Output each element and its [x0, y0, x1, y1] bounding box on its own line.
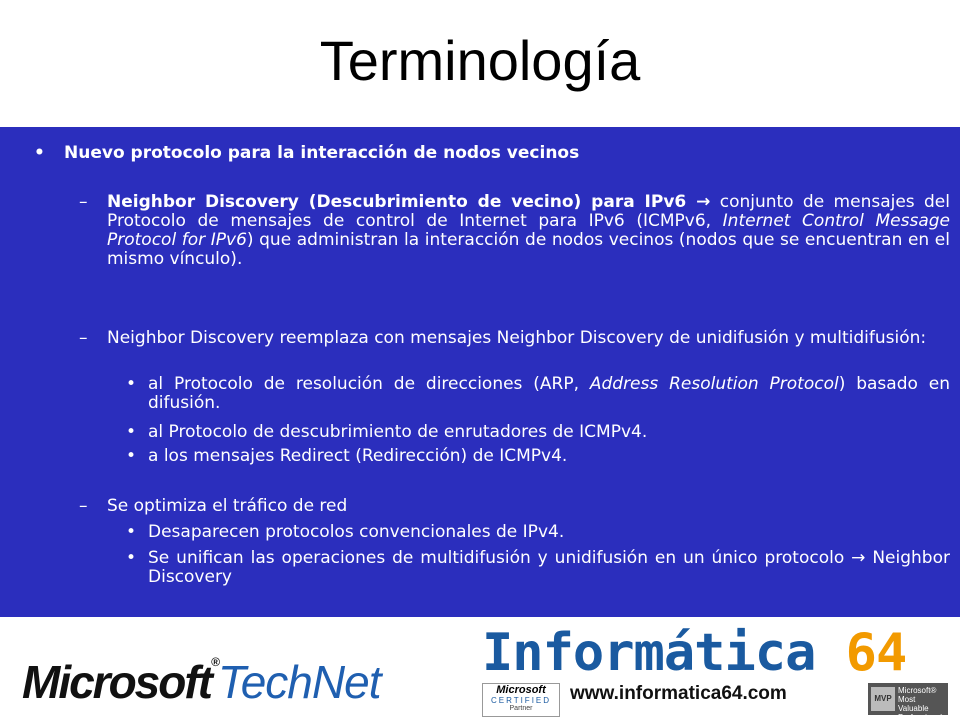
cert-microsoft: Microsoft [496, 684, 546, 696]
sub-sub-italic: Address Resolution Protocol [589, 374, 839, 394]
sub-sub-text-end: ) basado en difusión. [148, 374, 950, 413]
mvp-line2: Most Valuable [898, 695, 929, 713]
dot-marker: • [126, 548, 137, 568]
sub-bullet-text-end: ) que administran la interacción de nodos vecinos (nodos que se encuentran en el mismo vínculo). [107, 230, 950, 269]
sub-sub-text: al Protocolo de resolución de direcciones (ARP, [148, 374, 590, 394]
registered-mark: ® [211, 655, 218, 669]
microsoft-technet-logo [22, 655, 380, 709]
sub-sub-bullet-router-discovery [126, 422, 950, 442]
dot-marker: • [126, 446, 137, 466]
sub-bullet-traffic [79, 496, 950, 516]
website-url: www.informatica64.com [570, 683, 787, 704]
main-bullet [34, 143, 932, 163]
sub-bullet-neighbor-discovery [79, 192, 950, 269]
mvp-line3: Professional [898, 713, 943, 722]
dash-marker: – [79, 496, 88, 516]
mvp-icon: MVP [871, 687, 895, 711]
sub-sub-bullet-arp [126, 374, 950, 413]
sub-bullet-italic-text: Internet Control Message Protocol for IPv6 [107, 211, 950, 250]
sub-sub-text: a los mensajes Redirect (Redirección) de ICMPv4. [148, 446, 568, 466]
slide-title: Terminología [319, 29, 641, 92]
microsoft-certified-partner-badge [482, 683, 560, 717]
dash-marker: – [79, 328, 88, 348]
main-bullet-text: Nuevo protocolo para la interacción de nodos vecinos [64, 143, 580, 163]
footer-logos [0, 617, 960, 720]
sub-sub-text: al Protocolo de descubrimiento de enrutadores de ICMPv4. [148, 422, 648, 442]
sub-bullet-text: conjunto de mensajes del Protocolo de mensajes de control de Internet para IPv6 (ICMPv6, [107, 192, 950, 231]
sixtyfour-wordmark: 64 [815, 623, 907, 683]
informatica-wordmark: Informática [482, 623, 816, 683]
sub-bullet-bold-text: Neighbor Discovery (Descubrimiento de vecino) para IPv6 → [107, 192, 711, 212]
dot-marker: • [126, 422, 137, 442]
dot-marker: • [126, 374, 137, 394]
sub-sub-text: Se unifican las operaciones de multidifusión y unidifusión en un único protocolo → Neighbor Discovery [148, 548, 950, 587]
technet-wordmark: TechNet [217, 656, 381, 708]
sub-bullet-text: Neighbor Discovery reemplaza con mensajes Neighbor Discovery de unidifusión y multidifusión: [107, 328, 927, 348]
content-panel [0, 127, 960, 617]
bullet-dot: • [34, 143, 45, 163]
microsoft-wordmark: Microsoft [22, 656, 211, 708]
dot-marker: • [126, 522, 137, 542]
sub-sub-bullet-unify [126, 548, 950, 587]
mvp-text [898, 686, 946, 722]
sub-sub-bullet-ipv4 [126, 522, 950, 542]
mvp-line1: Microsoft® [898, 686, 937, 695]
sub-sub-text: Desaparecen protocolos convencionales de IPv4. [148, 522, 565, 542]
cert-partner: Partner [509, 705, 533, 712]
cert-certified: CERTIFIED [490, 696, 552, 705]
mvp-badge [868, 683, 948, 722]
sub-sub-bullet-redirect [126, 446, 950, 466]
sub-bullet-replaces [79, 328, 950, 348]
sub-bullet-text: Se optimiza el tráfico de red [107, 496, 348, 516]
dash-marker: – [79, 192, 88, 212]
informatica64-logo [482, 623, 906, 683]
